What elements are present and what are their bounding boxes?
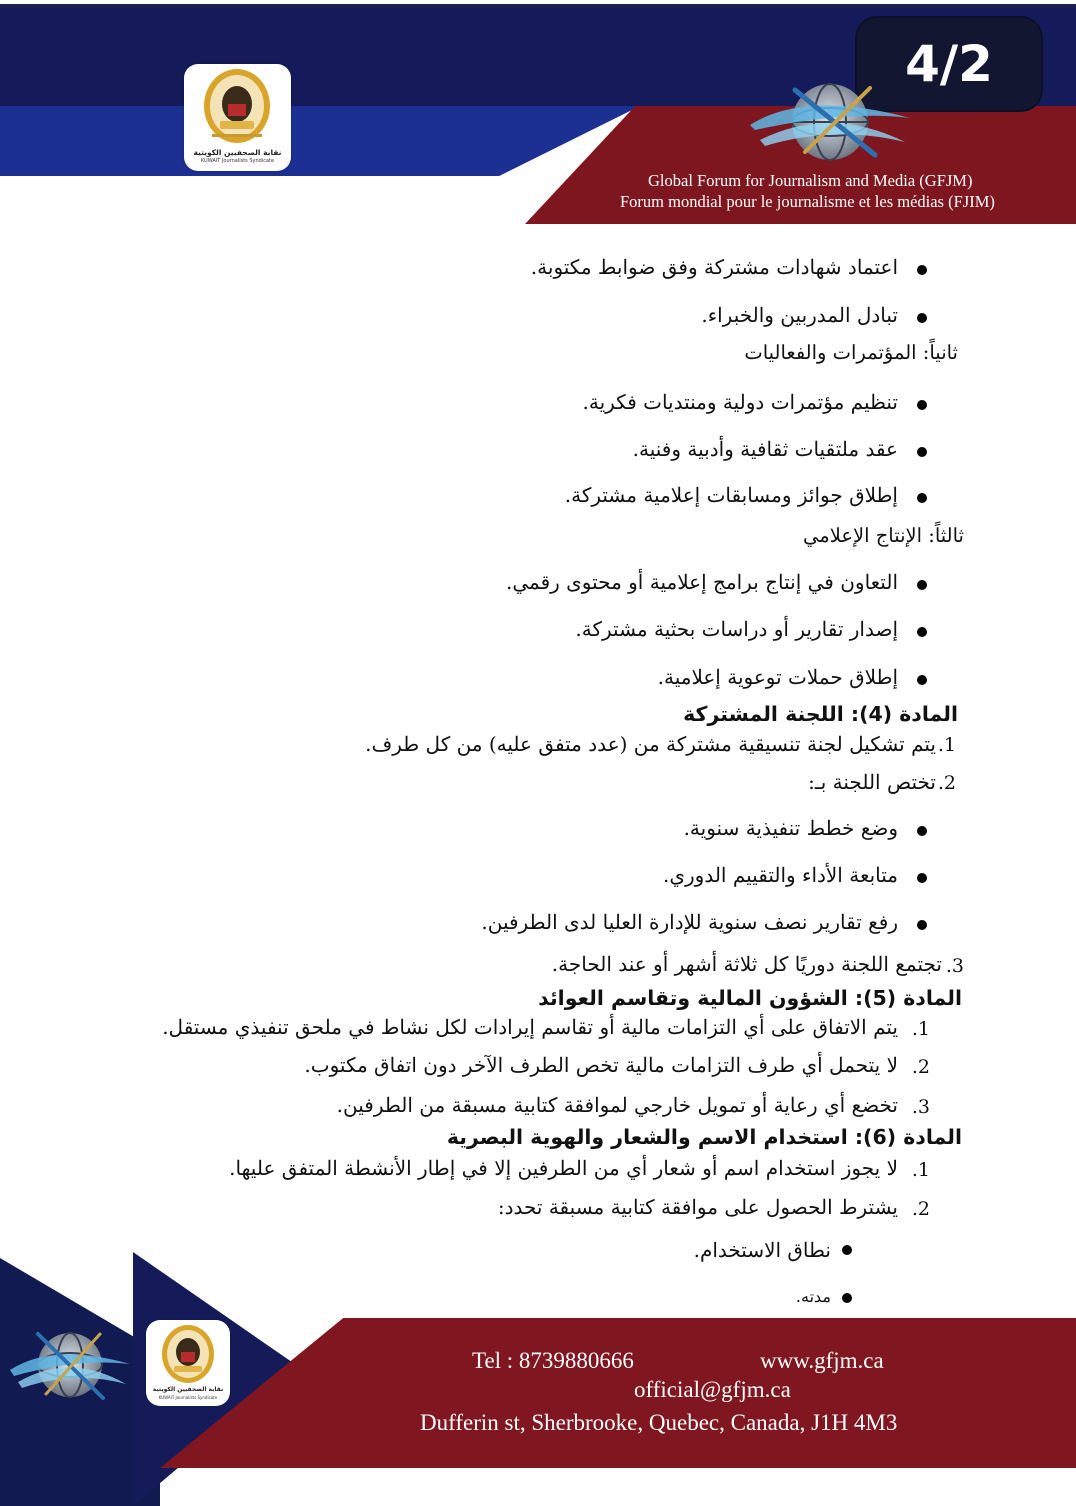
bullet-dot <box>917 826 927 836</box>
list-item: تبادل المدربين والخبراء. <box>701 303 898 327</box>
org-name-fr: Forum mondial pour le journalisme et les médias (FJIM) <box>620 192 995 211</box>
logo-caption-en: KUWAIT Journalists Syndicate <box>158 1395 218 1400</box>
article-title: المادة (5): الشؤون المالية وتقاسم العوائد <box>538 986 962 1010</box>
bullet-dot <box>917 265 927 275</box>
item-number: 3. <box>945 955 964 977</box>
footer-phone[interactable]: Tel : 8739880666 <box>472 1348 634 1373</box>
item-number: 2. <box>911 1056 930 1078</box>
list-item: نطاق الاستخدام. <box>693 1238 831 1262</box>
item-number: 1. <box>911 1018 930 1040</box>
list-item: تنظيم مؤتمرات دولية ومنتديات فكرية. <box>582 390 898 414</box>
syndicate-logo <box>184 64 291 171</box>
bullet-dot <box>917 920 927 930</box>
syndicate-seal-icon <box>146 1320 230 1406</box>
list-item: إطلاق حملات توعوية إعلامية. <box>657 665 898 689</box>
list-item: إصدار تقارير أو دراسات بحثية مشتركة. <box>575 617 898 641</box>
numbered-item: تجتمع اللجنة دوريًا كل ثلاثة أشهر أو عند الحاجة. <box>551 952 942 976</box>
article-title: المادة (6): استخدام الاسم والشعار والهوية البصرية <box>446 1125 962 1149</box>
logo-caption-en: KUWAIT Journalists Syndicate <box>200 158 275 164</box>
list-item: اعتماد شهادات مشتركة وفق ضوابط مكتوبة. <box>530 255 898 279</box>
footer-email-link[interactable]: official@gfjm.ca <box>634 1377 791 1402</box>
item-number: 3. <box>911 1096 930 1118</box>
bullet-dot <box>917 675 927 685</box>
numbered-item: يتم الاتفاق على أي التزامات مالية أو تقاسم إيرادات لكل نشاط في ملحق تنفيذي مستقل. <box>162 1015 898 1039</box>
bullet-dot <box>842 1293 852 1303</box>
item-number: 1. <box>911 1159 930 1181</box>
list-item: رفع تقارير نصف سنوية للإدارة العليا لدى الطرفين. <box>481 910 898 934</box>
numbered-item: لا يتحمل أي طرف التزامات مالية تخص الطرف الآخر دون اتفاق مكتوب. <box>304 1053 898 1077</box>
bullet-dot <box>917 627 927 637</box>
list-item: مدته. <box>795 1287 831 1306</box>
logo-caption-ar: نقابة الصحفيين الكويتية <box>152 1386 224 1393</box>
footer-website-link[interactable]: www.gfjm.ca <box>760 1348 884 1373</box>
gfjm-globe-icon <box>745 70 915 170</box>
numbered-item: تخضع أي رعاية أو تمويل خارجي لموافقة كتابية مسبقة من الطرفين. <box>336 1093 898 1117</box>
list-item: وضع خطط تنفيذية سنوية. <box>683 816 898 840</box>
bullet-dot <box>917 400 927 410</box>
list-item: متابعة الأداء والتقييم الدوري. <box>663 863 898 887</box>
item-number: 2. <box>911 1198 930 1220</box>
list-item: إطلاق جوائز ومسابقات إعلامية مشتركة. <box>564 483 898 507</box>
footer-red-band <box>160 1318 1076 1468</box>
bullet-dot <box>917 580 927 590</box>
syndicate-logo <box>146 1320 230 1406</box>
page-number: 4/2 <box>905 35 993 93</box>
article-title: المادة (4): اللجنة المشتركة <box>683 702 958 726</box>
logo-caption-ar: نقابة الصحفيين الكويتية <box>193 148 282 157</box>
bullet-dot <box>917 493 927 503</box>
numbered-item: يشترط الحصول على موافقة كتابية مسبقة تحدد: <box>497 1195 898 1219</box>
list-item: عقد ملتقيات ثقافية وأدبية وفنية. <box>632 437 898 461</box>
item-number: 2. <box>937 772 956 794</box>
bullet-dot <box>917 873 927 883</box>
bullet-dot <box>917 447 927 457</box>
section-heading: ثالثاً: الإنتاج الإعلامي <box>803 524 964 547</box>
header-blue-band <box>0 106 640 176</box>
bullet-dot <box>917 313 927 323</box>
bullet-dot <box>842 1245 852 1255</box>
gfjm-globe-icon <box>8 1320 133 1410</box>
numbered-item: لا يجوز استخدام اسم أو شعار أي من الطرفين إلا في إطار الأنشطة المتفق عليها. <box>229 1156 898 1180</box>
org-name-en: Global Forum for Journalism and Media (GFJM) <box>648 171 973 190</box>
item-number: 1. <box>937 734 956 756</box>
list-item: التعاون في إنتاج برامج إعلامية أو محتوى رقمي. <box>505 570 898 594</box>
numbered-item: يتم تشكيل لجنة تنسيقية مشتركة من (عدد متفق عليه) من كل طرف. <box>365 732 936 756</box>
section-heading: ثانياً: المؤتمرات والفعاليات <box>744 341 958 364</box>
numbered-item: تختص اللجنة بـ: <box>808 770 936 794</box>
footer-address: Dufferin st, Sherbrooke, Quebec, Canada, J1H 4M3 <box>420 1410 898 1435</box>
